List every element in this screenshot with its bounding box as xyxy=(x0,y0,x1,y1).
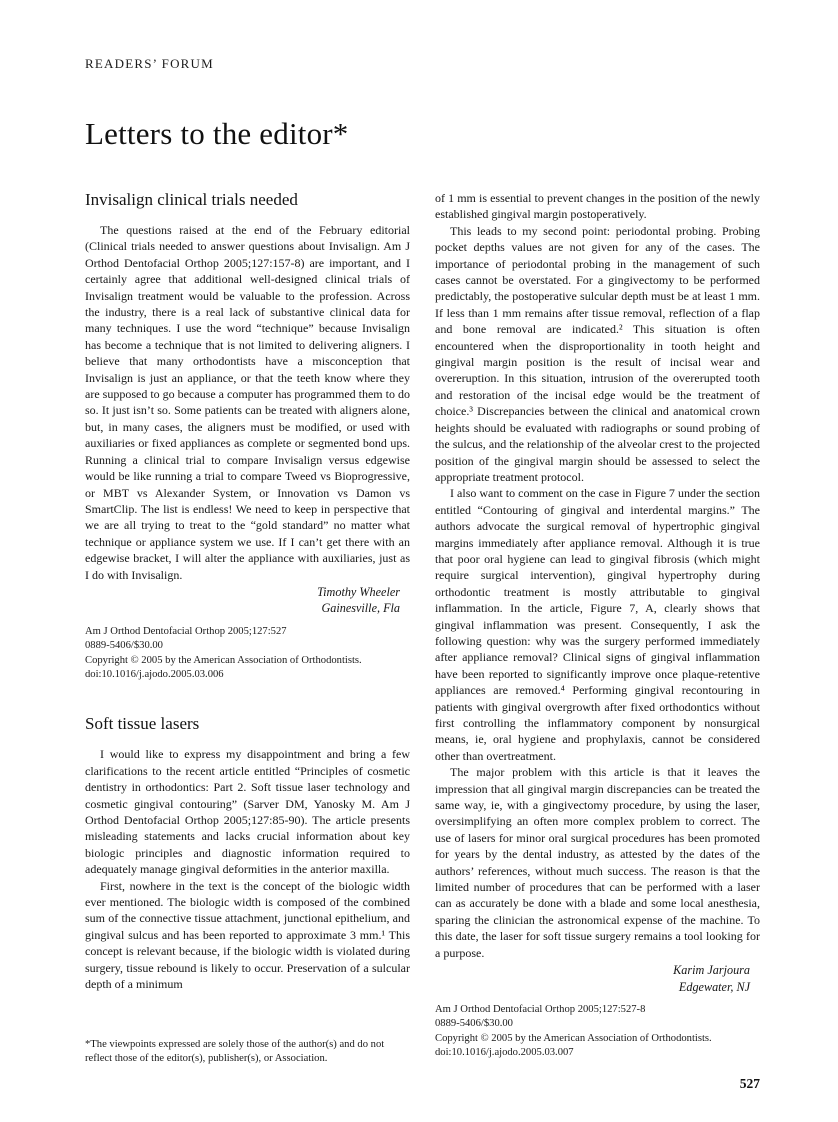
citation-line: Copyright © 2005 by the American Association of Orthodontists. xyxy=(85,654,362,666)
section-label: READERS’ FORUM xyxy=(85,56,214,71)
citation-line: 0889-5406/$30.00 xyxy=(435,1018,513,1030)
signature-name: Karim Jarjoura xyxy=(673,963,750,978)
letter2-citation xyxy=(435,1003,760,1061)
letter2-paragraph-3: This leads to my second point: periodontal probing. Probing pocket depths values are not given for any of the cases. The importance of periodontal probing in the management of such cases cannot be overstated. For a gingivectomy to be performed predictably, the postoperative sulcular depth must be at least 1 mm. If less than 1 mm remains after tissue removal, reflection of a flap and bone removal are indicated.² This situation is often encountered when the disproportionality in tooth height and gingival margin position is the result of incisal wear and overeruption. In this situation, intrusion of the overerupted tooth and restoration of the incisal edge would be the treatment of choice.³ Discrepancies between the clinical and anatomical crown heights should be evaluated with radiographs or sound probing of the sulcus, and the relationship of the alveolar crest to the projected position of the gingival margin should be assessed to select the appropriate treatment protocol. xyxy=(435,223,760,484)
letter2-paragraph-2-continued: of 1 mm is essential to prevent changes in the position of the newly established gingival margin postoperatively. xyxy=(435,191,760,222)
citation-line: doi:10.1016/j.ajodo.2005.03.006 xyxy=(85,668,224,680)
letter1-citation xyxy=(85,625,410,683)
letter1-signature xyxy=(85,584,410,617)
signature-location: Edgewater, NJ xyxy=(678,979,750,994)
letter2-paragraph-4: I also want to comment on the case in Figure 7 under the section entitled “Contouring of gingival and interdental margins.” The authors advocate the surgical removal of hypertrophic gingival margins immediately after appliance removal. Although it is true that poor oral hygiene can lead to gingival fibrosis (which might require surgical intervention), gingival hypertrophy during orthodontic treatment is mostly attributable to gingival inflammation. In the article, Figure 7, A, clearly shows that gingival inflammation was present. Consequently, I ask the following question: why was the surgery performed immediately after appliance removal? Clinical signs of gingival inflammation have been reported to significantly improve once plaque-retentive appliances are removed.⁴ Performing gingival recontouring in patients with gingival overgrowth after fixed orthodontics without first controlling the inflammatory component by nonsurgical means, ie, oral hygiene and prophylaxis, cannot be considered other than overtreatment. xyxy=(435,486,760,763)
citation-line: doi:10.1016/j.ajodo.2005.03.007 xyxy=(435,1047,574,1059)
two-column-layout xyxy=(85,190,760,1066)
citation-line: 0889-5406/$30.00 xyxy=(85,640,163,652)
letter2-paragraph-5: The major problem with this article is that it leaves the impression that all gingival margin discrepancies can be treated the same way, ie, with a gingivectomy procedure, by using the laser, oversimplifying an often more complex problem to correct. The use of lasers for minor oral surgical procedures has been promoted for years by the dental industry, as attested by the dates of the authors’ references, without much success. The reason is that the limited number of procedures that can be performed with a laser can as accurately be done with a blade and some local anesthesia, sparing the clinician the astronomical expense of the machine. To this date, the laser for soft tissue surgery remains a tool looking for a purpose. xyxy=(435,765,760,960)
letter2-paragraph-2-left: First, nowhere in the text is the concept of the biologic width ever mentioned. The biologic width is composed of the combined sum of the connective tissue attachment, junctional epithelium, and gingival sulcus and has been reported to approximate 3 mm.¹ This concept is relevant because, if the biologic width is violated during surgery, tissue rebound is likely to occur. Preservation of a sulcular depth of a minimum xyxy=(85,878,410,992)
letter1-paragraph: The questions raised at the end of the February editorial (Clinical trials needed to answer questions about Invisalign. Am J Orthod Dentofacial Orthop 2005;127:157-8) are important, and I certainly agree that additional well-designed clinical trials of Invisalign treatment would be valuable to the profession. Across the industry, there is a real lack of substantive clinical data for many techniques. I use the word “technique” because Invisalign has become a technique that is not limited to delivering aligners. I believe that many orthodontists have a misconception that Invisalign is just an appliance, or that the teeth know where they are supposed to go because a computer has programmed them to do so. It just isn’t so. Some patients can be treated with aligners alone, but, in many cases, the aligners must be modified, or used with auxiliaries or fixed appliances as complete or segmented bond ups. Running a clinical trial to compare Invisalign versus edgewise would be like running a trial to compare Tweed vs Bioprogressive, or MBT vs Alexander System, or Innovation vs Damon vs SmartClip. The list is endless! We need to keep in perspective that we are all trying to treat to the “gold standard” no matter what technique or appliance system we use. If I can’t get there with an edgewise bracket, I will alter the appliance with auxiliaries, just as I do with Invisalign. xyxy=(85,223,410,582)
citation-line: Copyright © 2005 by the American Association of Orthodontists. xyxy=(435,1032,712,1044)
letter2-heading: Soft tissue lasers xyxy=(85,714,200,734)
page-number: 527 xyxy=(739,1076,760,1091)
left-column xyxy=(85,190,410,1066)
footnote: *The viewpoints expressed are solely those of the author(s) and do not reflect those of the editor(s), publisher(s), or Association. xyxy=(85,1038,385,1064)
citation-line: Am J Orthod Dentofacial Orthop 2005;127:527 xyxy=(85,625,287,637)
right-column xyxy=(435,190,760,1066)
letter1-heading: Invisalign clinical trials needed xyxy=(85,190,298,209)
signature-location: Gainesville, Fla xyxy=(321,601,400,616)
signature-name: Timothy Wheeler xyxy=(317,584,400,599)
letter2-paragraph-1: I would like to express my disappointment and bring a few clarifications to the recent article entitled “Principles of cosmetic dentistry in orthodontics: Part 2. Soft tissue laser technology and cosmetic gingival contouring” (Sarver DM, Yanosky M. Am J Orthod Dentofacial Orthop 2005;127:85-90). The article presents misleading statements and lacks crucial information about key biologic principles and diagnostic information required to adequately manage gingival deformities in the anterior maxilla. xyxy=(85,747,410,877)
citation-line: Am J Orthod Dentofacial Orthop 2005;127:527-8 xyxy=(435,1003,646,1015)
letter2-signature xyxy=(435,962,760,995)
article-title: Letters to the editor* xyxy=(85,116,349,151)
